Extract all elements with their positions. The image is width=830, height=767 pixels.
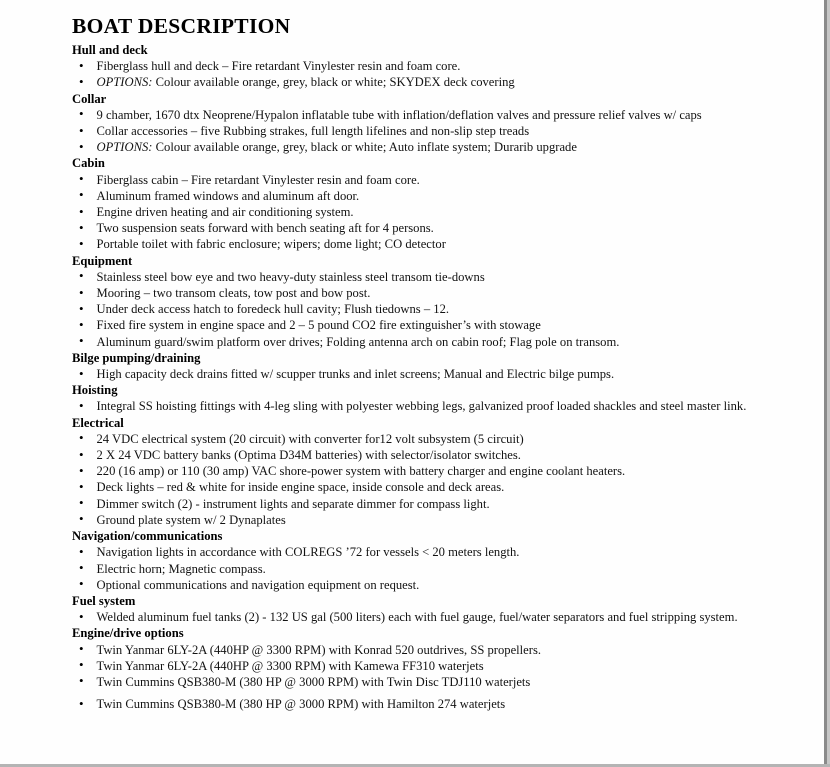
bullet-item: • Twin Yanmar 6LY-2A (440HP @ 3300 RPM) with Konrad 520 outdrives, SS propellers. (72, 642, 749, 658)
bullet-item: • Fixed fire system in engine space and 2 – 5 pound CO2 fire extinguisher’s with stowage (72, 317, 749, 333)
bullet-item: • Two suspension seats forward with bench seating aft for 4 persons. (72, 220, 749, 236)
section (72, 42, 756, 91)
document-content (72, 13, 756, 712)
bullet-list (72, 269, 756, 350)
section-heading: Navigation/communications (72, 529, 223, 544)
bullet-item: • Aluminum guard/swim platform over drives; Folding antenna arch on cabin roof; Flag pole on transom. (72, 334, 749, 350)
bullet-item: • Optional communications and navigation equipment on request. (72, 577, 749, 593)
section-heading: Hull and deck (72, 43, 148, 57)
section (72, 155, 756, 252)
section (72, 528, 756, 593)
bullet-item: • 2 X 24 VDC battery banks (Optima D34M batteries) with selector/isolator switches. (72, 447, 749, 463)
options-label: OPTIONS: (96, 75, 153, 90)
bullet-item: • Mooring – two transom cleats, tow post and bow post. (72, 285, 749, 301)
bullet-item: • Twin Cummins QSB380-M (380 HP @ 3000 RPM) with Hamilton 274 waterjets (72, 696, 749, 712)
bullet-item: • Electric horn; Magnetic compass. (72, 561, 749, 577)
section (72, 593, 756, 625)
bullet-list (72, 609, 756, 625)
bullet-list (72, 58, 756, 90)
section-heading: Equipment (72, 253, 133, 268)
bullet-item: • Portable toilet with fabric enclosure; wipers; dome light; CO detector (72, 236, 749, 252)
sections (72, 42, 756, 712)
bullet-list (72, 172, 756, 253)
bullet-item: • Twin Yanmar 6LY-2A (440HP @ 3300 RPM) with Kamewa FF310 waterjets (72, 658, 749, 674)
bullet-item: • Navigation lights in accordance with COLREGS ’72 for vessels < 20 meters length. (72, 544, 749, 560)
bullet-item: • OPTIONS: Colour available orange, grey, black or white; Auto inflate system; Durarib upgrade (72, 139, 749, 155)
section (72, 625, 756, 712)
section (72, 350, 756, 382)
bullet-item: • 220 (16 amp) or 110 (30 amp) VAC shore-power system with battery charger and engine coolant heaters. (72, 463, 749, 479)
bullet-list (72, 431, 756, 528)
bullet-item: • OPTIONS: Colour available orange, grey, black or white; SKYDEX deck covering (72, 74, 749, 90)
section-heading: Electrical (72, 415, 124, 430)
bullet-item: • Fiberglass cabin – Fire retardant Vinylester resin and foam core. (72, 172, 749, 188)
options-label: OPTIONS: (96, 140, 153, 155)
bullet-item: • 9 chamber, 1670 dtx Neoprene/Hypalon inflatable tube with inflation/deflation valves and pressure relief valves w/ caps (72, 107, 749, 123)
section-heading: Fuel system (72, 593, 136, 608)
bullet-item: • Deck lights – red & white for inside engine space, inside console and deck areas. (72, 479, 749, 495)
bullet-item: • Integral SS hoisting fittings with 4-leg sling with polyester webbing legs, galvanized proof loaded shackles and steel master link. (72, 398, 749, 414)
bullet-list (72, 398, 756, 414)
section-heading: Hoisting (72, 383, 118, 398)
section (72, 91, 756, 156)
bullet-item: • Welded aluminum fuel tanks (2) - 132 US gal (500 liters) each with fuel gauge, fuel/water separators and fuel stripping system. (72, 609, 749, 625)
bullet-item: • Under deck access hatch to foredeck hull cavity; Flush tiedowns – 12. (72, 301, 749, 317)
bullet-item: • Stainless steel bow eye and two heavy-duty stainless steel transom tie-downs (72, 269, 749, 285)
bullet-item: • Ground plate system w/ 2 Dynaplates (72, 512, 749, 528)
bullet-list (72, 107, 756, 156)
section (72, 253, 756, 350)
section-heading: Bilge pumping/draining (72, 350, 201, 365)
page-title: BOAT DESCRIPTION (72, 14, 291, 38)
bullet-item: • High capacity deck drains fitted w/ scupper trunks and inlet screens; Manual and Electric bilge pumps. (72, 366, 749, 382)
bullet-list (72, 366, 756, 382)
bullet-list (72, 642, 756, 713)
bullet-list (72, 544, 756, 593)
section (72, 415, 756, 528)
section-heading: Cabin (72, 156, 105, 171)
bullet-item: • Fiberglass hull and deck – Fire retardant Vinylester resin and foam core. (72, 58, 749, 74)
bullet-item: • Engine driven heating and air conditioning system. (72, 204, 749, 220)
bullet-item: • 24 VDC electrical system (20 circuit) with converter for12 volt subsystem (5 circuit) (72, 431, 749, 447)
bullet-item: • Collar accessories – five Rubbing strakes, full length lifelines and non-slip step treads (72, 123, 749, 139)
section-heading: Collar (72, 91, 107, 106)
bullet-item: • Dimmer switch (2) - instrument lights and separate dimmer for compass light. (72, 496, 749, 512)
section (72, 382, 756, 414)
section-heading: Engine/drive options (72, 626, 184, 641)
bullet-item: • Aluminum framed windows and aluminum aft door. (72, 188, 749, 204)
bullet-item: • Twin Cummins QSB380-M (380 HP @ 3000 RPM) with Twin Disc TDJ110 waterjets (72, 674, 749, 690)
